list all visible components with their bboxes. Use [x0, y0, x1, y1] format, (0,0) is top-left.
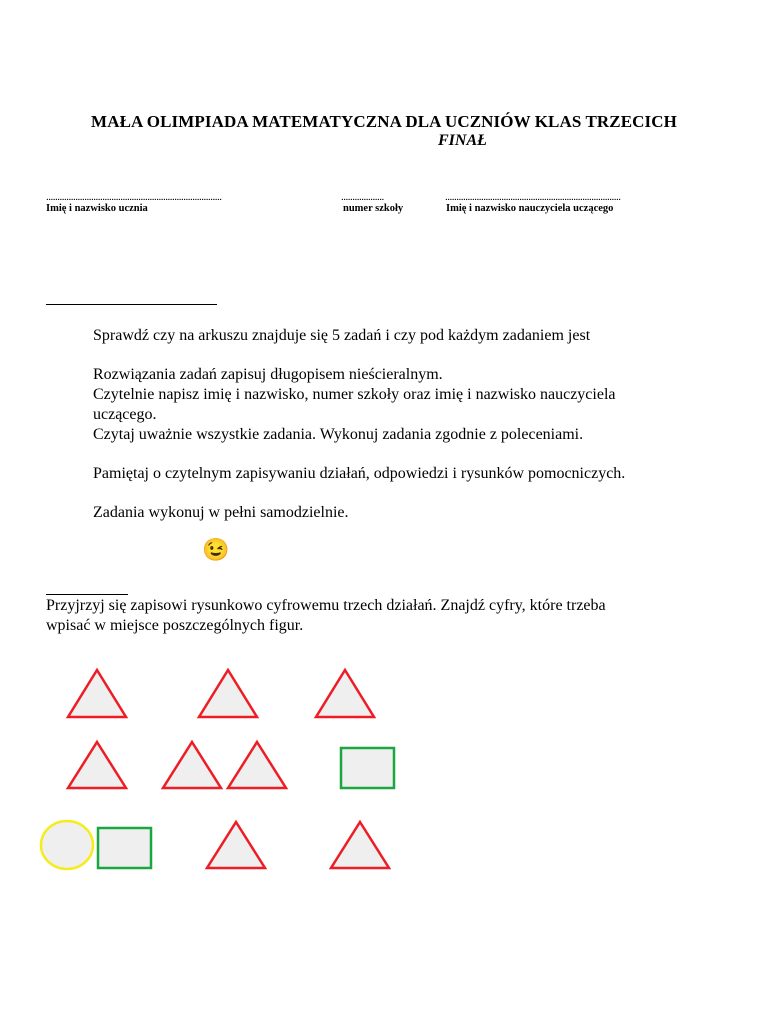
task-text-line1: Przyjrzyj się zapisowi rysunkowo cyfrowemu trzech działań. Znajdź cyfry, które trzeba [46, 597, 606, 614]
task-text-line2: wpisać w miejsce poszczególnych figur. [46, 617, 304, 634]
school-number-label: numer szkoły [343, 203, 404, 214]
instruction-names: Czytelnie napisz imię i nazwisko, numer szkoły oraz imię i nazwisko nauczyciela [93, 386, 616, 403]
triangle-shape [68, 670, 126, 717]
triangle-shape [316, 670, 374, 717]
instruction-check-tasks: Sprawdź czy na arkuszu znajduje się 5 zadań i czy pod każdym zadaniem jest [93, 327, 591, 344]
school-number-field[interactable]: ................... [341, 192, 384, 203]
triangle-shape [207, 822, 265, 868]
rectangle-shape [98, 828, 151, 868]
teacher-name-label: Imię i nazwisko nauczyciela uczącego [446, 203, 614, 214]
student-name-field[interactable]: .............................................................................. [46, 192, 222, 203]
rectangle-shape [341, 748, 394, 788]
triangle-shape [228, 742, 286, 788]
instruction-pen: Rozwiązania zadań zapisuj długopisem nieścieralnym. [93, 366, 443, 383]
instruction-names-cont: uczącego. [93, 406, 157, 423]
triangle-shape [68, 742, 126, 788]
triangle-shape [199, 670, 257, 717]
triangle-shape [163, 742, 221, 788]
instruction-legible: Pamiętaj o czytelnym zapisywaniu działań, odpowiedzi i rysunków pomocniczych. [93, 465, 626, 482]
teacher-name-field[interactable]: .............................................................................. [445, 192, 621, 203]
instruction-read-carefully: Czytaj uważnie wszystkie zadania. Wykonuj zadania zgodnie z poleceniami. [93, 426, 584, 443]
document-title: MAŁA OLIMPIADA MATEMATYCZNA DLA UCZNIÓW KLAS TRZECICH [91, 112, 677, 131]
document-subtitle: FINAŁ [438, 132, 487, 149]
circle-shape [41, 821, 93, 869]
triangle-shape [331, 822, 389, 868]
smiley-icon: 😉 [202, 537, 230, 562]
instruction-independent: Zadania wykonuj w pełni samodzielnie. [93, 504, 349, 521]
student-name-label: Imię i nazwisko ucznia [46, 203, 148, 214]
